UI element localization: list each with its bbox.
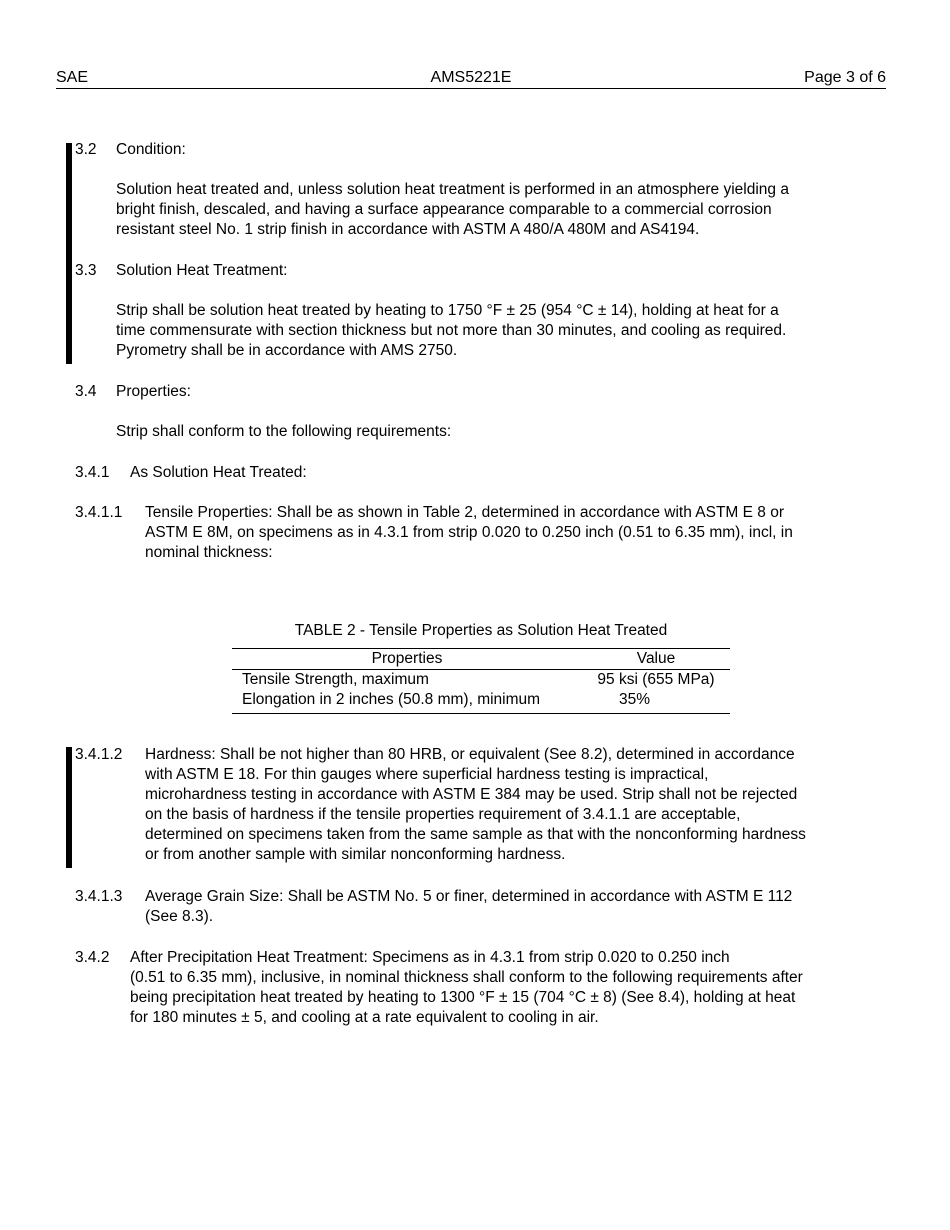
text-line: ASTM E 8M, on specimens as in 4.3.1 from strip 0.020 to 0.250 inch (0.51 to 6.35 mm), incl, in bbox=[145, 524, 793, 541]
paragraph bbox=[145, 745, 875, 865]
text-line: or from another sample with similar nonconforming hardness. bbox=[145, 846, 566, 863]
section-number: 3.4.2 bbox=[75, 949, 110, 966]
column-header: Value bbox=[582, 649, 730, 670]
text-line: After Precipitation Heat Treatment: Specimens as in 4.3.1 from strip 0.020 to 0.250 inch bbox=[130, 949, 730, 966]
section-number: 3.4.1.2 bbox=[75, 746, 123, 763]
page-header bbox=[56, 68, 886, 89]
section-number: 3.4 bbox=[75, 383, 97, 400]
table-cell: 95 ksi (655 MPa) bbox=[597, 671, 715, 688]
section-title: Condition: bbox=[116, 141, 186, 158]
section-number: 3.4.1.1 bbox=[75, 504, 123, 521]
text-line: being precipitation heat treated by heating to 1300 °F ± 15 (704 °C ± 8) (See 8.4), holding at heat bbox=[130, 989, 796, 1006]
text-line: determined on specimens taken from the same sample as that with the nonconforming hardness bbox=[145, 826, 806, 843]
text-line: (0.51 to 6.35 mm), inclusive, in nominal thickness shall conform to the following requirements after bbox=[130, 969, 803, 986]
table-cell: Tensile Strength, maximum bbox=[242, 671, 429, 688]
column-header: Properties bbox=[232, 649, 582, 670]
text-line: on the basis of hardness if the tensile properties requirement of 3.4.1.1 are acceptable, bbox=[145, 806, 741, 823]
table-header-row bbox=[232, 649, 730, 670]
paragraph bbox=[116, 422, 876, 442]
table-row bbox=[232, 690, 730, 714]
table-row bbox=[232, 670, 730, 691]
text-line: Average Grain Size: Shall be ASTM No. 5 or finer, determined in accordance with ASTM E 112 bbox=[145, 888, 793, 905]
text-line: nominal thickness: bbox=[145, 544, 273, 561]
header-page-number: Page 3 of 6 bbox=[804, 69, 886, 86]
section-number: 3.4.1.3 bbox=[75, 888, 123, 905]
text-line: bright finish, descaled, and having a surface appearance comparable to a commercial corrosion bbox=[116, 201, 772, 218]
paragraph bbox=[145, 887, 875, 927]
section-number: 3.3 bbox=[75, 262, 97, 279]
text-line: Solution heat treated and, unless solution heat treatment is performed in an atmosphere yielding a bbox=[116, 181, 789, 198]
change-bar bbox=[66, 143, 72, 364]
table-cell: 35% bbox=[582, 690, 730, 714]
section-title: Properties: bbox=[116, 383, 191, 400]
tensile-properties-table bbox=[232, 648, 730, 714]
header-doc-number: AMS5221E bbox=[430, 69, 512, 86]
paragraph bbox=[130, 948, 875, 1028]
section-number: 3.2 bbox=[75, 141, 97, 158]
text-line: Pyrometry shall be in accordance with AMS 2750. bbox=[116, 342, 458, 359]
text-line: Hardness: Shall be not higher than 80 HRB, or equivalent (See 8.2), determined in accordance bbox=[145, 746, 795, 763]
text-line: for 180 minutes ± 5, and cooling at a rate equivalent to cooling in air. bbox=[130, 1009, 599, 1026]
paragraph bbox=[145, 503, 875, 563]
text-line: Strip shall conform to the following requirements: bbox=[116, 423, 452, 440]
section-title: Solution Heat Treatment: bbox=[116, 262, 288, 279]
text-line: microhardness testing in accordance with ASTM E 384 may be used. Strip shall not be rejected bbox=[145, 786, 798, 803]
table-cell: Elongation in 2 inches (50.8 mm), minimum bbox=[232, 690, 582, 714]
change-bar bbox=[66, 747, 72, 868]
text-line: Tensile Properties: Shall be as shown in Table 2, determined in accordance with ASTM E 8 or bbox=[145, 504, 784, 521]
paragraph bbox=[116, 301, 876, 361]
header-org: SAE bbox=[56, 69, 89, 86]
table-caption: TABLE 2 - Tensile Properties as Solution Heat Treated bbox=[294, 622, 668, 639]
text-line: resistant steel No. 1 strip finish in accordance with ASTM A 480/A 480M and AS4194. bbox=[116, 221, 700, 238]
paragraph bbox=[116, 180, 876, 240]
section-number: 3.4.1 bbox=[75, 464, 110, 481]
text-line: with ASTM E 18. For thin gauges where superficial hardness testing is impractical, bbox=[145, 766, 709, 783]
text-line: (See 8.3). bbox=[145, 908, 214, 925]
text-line: Strip shall be solution heat treated by heating to 1750 °F ± 25 (954 °C ± 14), holding at heat for a bbox=[116, 302, 779, 319]
text-line: time commensurate with section thickness but not more than 30 minutes, and cooling as required. bbox=[116, 322, 787, 339]
section-title: As Solution Heat Treated: bbox=[130, 464, 307, 481]
